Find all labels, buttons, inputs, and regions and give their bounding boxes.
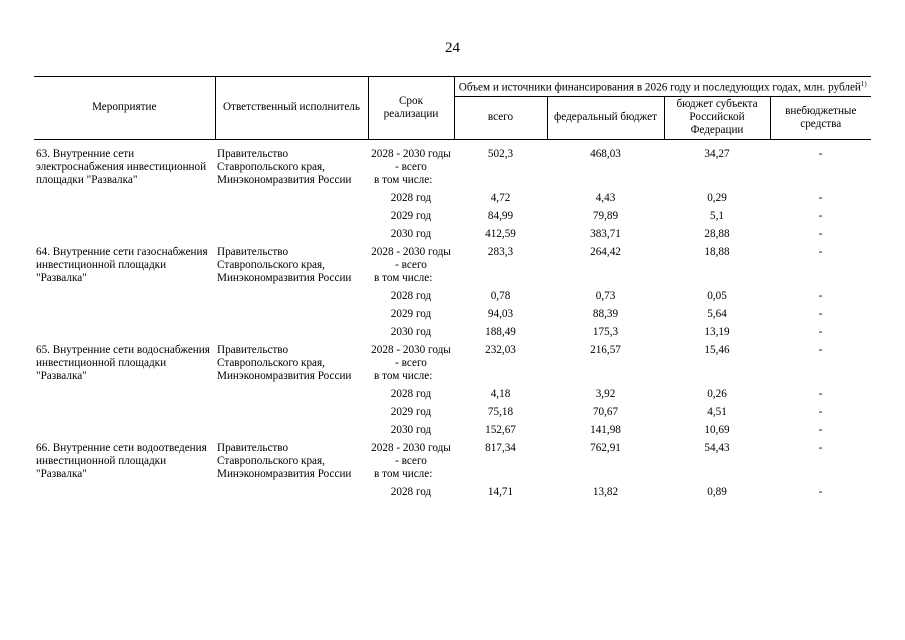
year-federal: 4,43 xyxy=(595,191,616,204)
year-total: 14,71 xyxy=(487,485,514,498)
header-offbudget: внебюджетные средства xyxy=(770,96,871,139)
table-row xyxy=(34,344,871,370)
year-label: 2028 год xyxy=(390,191,432,204)
measure-offbudget: - xyxy=(818,245,823,258)
measure-total: 232,03 xyxy=(485,343,516,356)
year-offbudget: - xyxy=(818,485,823,498)
year-offbudget: - xyxy=(818,289,823,302)
year-label: 2028 год xyxy=(390,485,432,498)
table-row xyxy=(34,442,871,468)
table-body xyxy=(34,148,871,504)
measure-name: 63. Внутренние сети электроснабжения инвестиционной площадки "Развалка" xyxy=(36,147,207,186)
measure-federal: 216,57 xyxy=(590,343,621,356)
measure-name: 65. Внутренние сети водоснабжения инвестиционной площадки "Развалка" xyxy=(36,343,210,382)
year-offbudget: - xyxy=(818,387,823,400)
year-label: 2030 год xyxy=(390,227,432,240)
year-federal: 13,82 xyxy=(592,485,619,498)
measure-executor: Правительство Ставропольского края, Минэкономразвития России xyxy=(217,441,352,480)
year-total: 75,18 xyxy=(487,405,514,418)
header-measure: Мероприятие xyxy=(34,77,215,140)
year-total: 152,67 xyxy=(485,423,516,436)
measure-federal: 468,03 xyxy=(590,147,621,160)
header-financing-text: Объем и источники финансирования в 2026 году и последующих годах, млн. рублей xyxy=(458,81,861,94)
year-regional: 13,19 xyxy=(704,325,730,338)
year-label: 2029 год xyxy=(390,307,432,320)
header-financing-footnote: 1) xyxy=(860,80,867,88)
measure-regional: 34,27 xyxy=(704,147,730,160)
year-total: 4,18 xyxy=(490,387,511,400)
year-offbudget: - xyxy=(818,227,823,240)
year-regional: 0,29 xyxy=(707,191,727,204)
year-offbudget: - xyxy=(818,423,823,436)
including-label: в том числе: xyxy=(374,467,433,480)
year-regional: 0,05 xyxy=(707,289,727,302)
header-term: Срок реализации xyxy=(368,77,454,140)
table-row xyxy=(34,246,871,272)
year-total: 84,99 xyxy=(487,209,514,222)
year-offbudget: - xyxy=(818,405,823,418)
measure-name: 64. Внутренние сети газоснабжения инвестиционной площадки "Развалка" xyxy=(36,245,208,284)
year-regional: 0,26 xyxy=(707,387,727,400)
measure-offbudget: - xyxy=(818,441,823,454)
measure-total: 502,3 xyxy=(487,147,514,160)
year-total: 4,72 xyxy=(490,191,511,204)
header-total: всего xyxy=(454,96,547,139)
header-executor: Ответственный исполнитель xyxy=(215,77,368,140)
year-label: 2029 год xyxy=(390,405,432,418)
measure-total-term: 2028 - 2030 годы - всего xyxy=(371,343,451,369)
year-total: 94,03 xyxy=(487,307,514,320)
year-offbudget: - xyxy=(818,325,823,338)
table-row xyxy=(34,148,871,174)
header-federal: федеральный бюджет xyxy=(547,96,664,139)
measure-name: 66. Внутренние сети водоотведения инвестиционной площадки "Развалка" xyxy=(36,441,207,480)
measure-federal: 264,42 xyxy=(590,245,621,258)
year-federal: 175,3 xyxy=(592,325,619,338)
including-label: в том числе: xyxy=(374,369,433,382)
measure-offbudget: - xyxy=(818,147,823,160)
measure-total-term: 2028 - 2030 годы - всего xyxy=(371,441,451,467)
header-regional: бюджет субъекта Российской Федерации xyxy=(664,96,770,139)
year-regional: 4,51 xyxy=(707,405,727,418)
year-label: 2030 год xyxy=(390,423,432,436)
measure-offbudget: - xyxy=(818,343,823,356)
year-federal: 3,92 xyxy=(595,387,616,400)
year-offbudget: - xyxy=(818,191,823,204)
measure-executor: Правительство Ставропольского края, Минэкономразвития России xyxy=(217,245,352,284)
year-federal: 88,39 xyxy=(592,307,619,320)
year-offbudget: - xyxy=(818,209,823,222)
year-label: 2028 год xyxy=(390,387,432,400)
year-total: 412,59 xyxy=(485,227,516,240)
including-label: в том числе: xyxy=(374,173,433,186)
page-number: 24 xyxy=(445,40,460,56)
year-offbudget: - xyxy=(818,307,823,320)
financing-table xyxy=(34,76,871,504)
year-label: 2028 год xyxy=(390,289,432,302)
measure-total: 817,34 xyxy=(485,441,516,454)
year-total: 0,78 xyxy=(490,289,511,302)
year-regional: 10,69 xyxy=(704,423,730,436)
year-label: 2029 год xyxy=(390,209,432,222)
year-regional: 0,89 xyxy=(707,485,727,498)
header-financing-group xyxy=(454,77,871,97)
measure-total-term: 2028 - 2030 годы - всего xyxy=(371,147,451,173)
measure-regional: 54,43 xyxy=(704,441,730,454)
measure-total: 283,3 xyxy=(487,245,514,258)
year-regional: 5,64 xyxy=(707,307,727,320)
measure-total-term: 2028 - 2030 годы - всего xyxy=(371,245,451,271)
year-federal: 0,73 xyxy=(595,289,616,302)
measure-federal: 762,91 xyxy=(590,441,621,454)
year-total: 188,49 xyxy=(485,325,516,338)
year-federal: 383,71 xyxy=(590,227,621,240)
measure-regional: 18,88 xyxy=(704,245,730,258)
including-label: в том числе: xyxy=(374,271,433,284)
year-regional: 5,1 xyxy=(710,209,724,222)
year-regional: 28,88 xyxy=(704,227,730,240)
measure-regional: 15,46 xyxy=(704,343,730,356)
measure-executor: Правительство Ставропольского края, Минэкономразвития России xyxy=(217,343,352,382)
year-label: 2030 год xyxy=(390,325,432,338)
year-federal: 141,98 xyxy=(590,423,621,436)
year-federal: 70,67 xyxy=(592,405,619,418)
measure-executor: Правительство Ставропольского края, Минэкономразвития России xyxy=(217,147,352,186)
year-federal: 79,89 xyxy=(592,209,619,222)
